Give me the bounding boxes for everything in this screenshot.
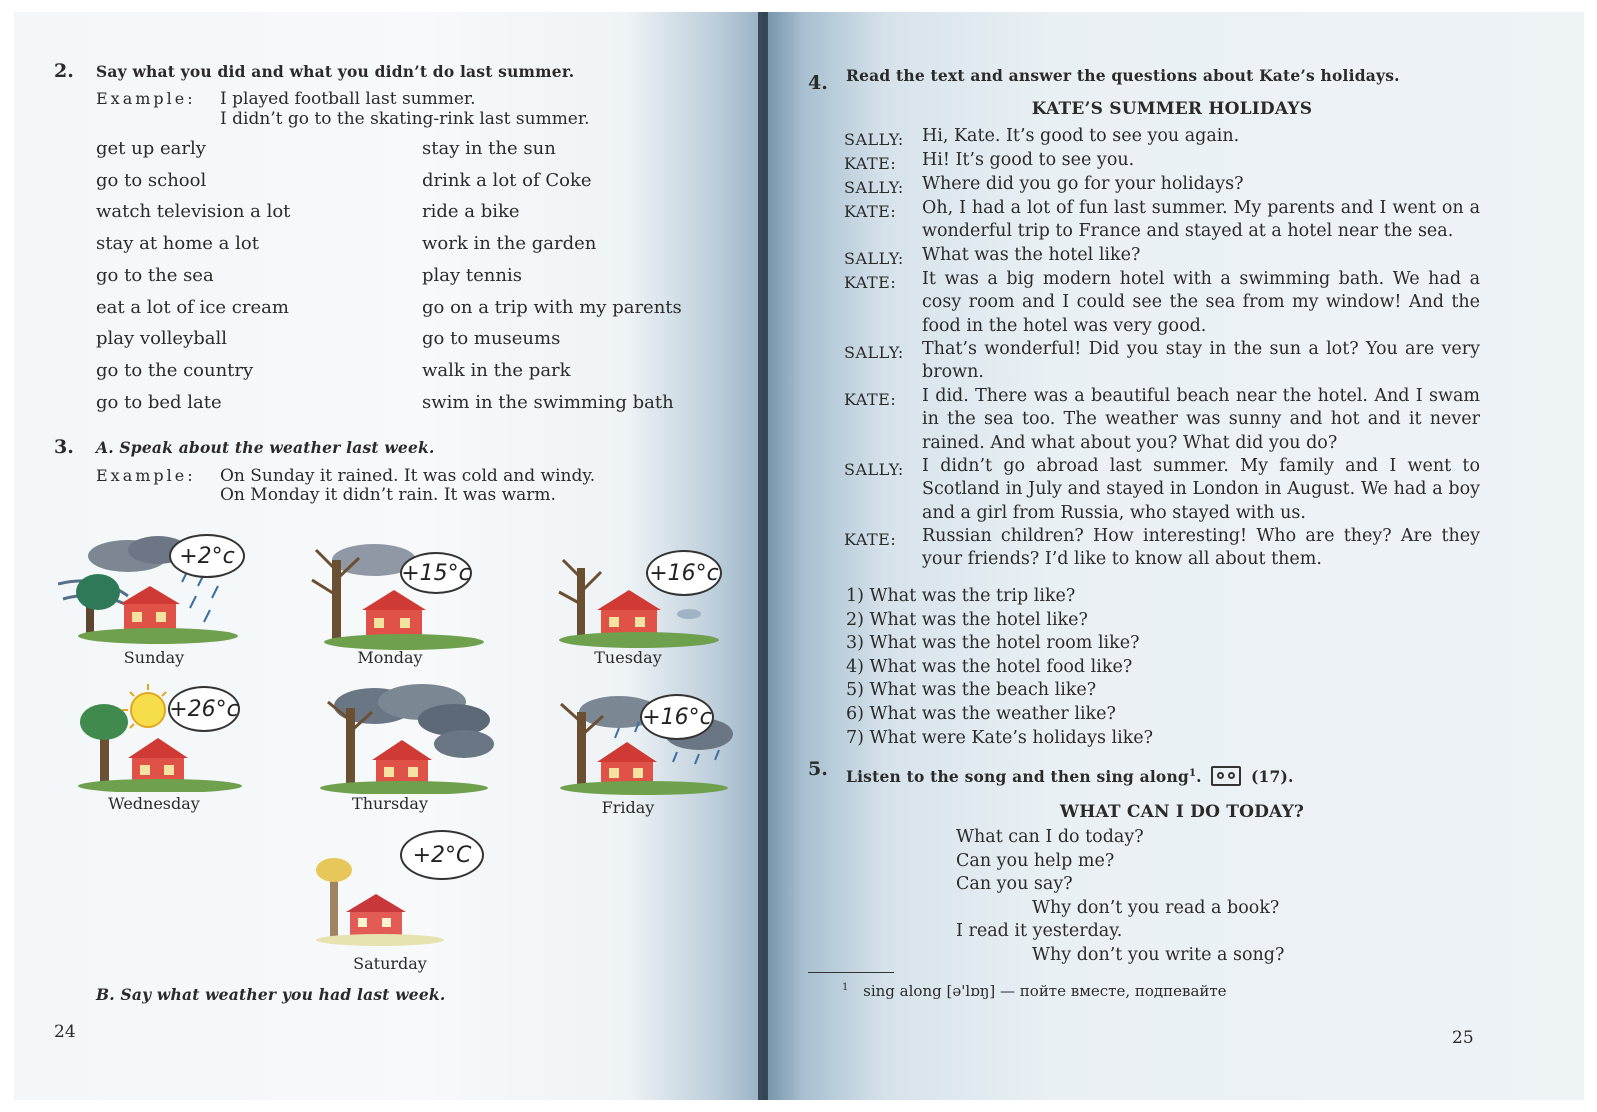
day-label: Saturday [353,954,427,973]
exercise-3-part-b: B. Say what weather you had last week. [96,985,446,1004]
song-line: Can you say? [956,874,1073,894]
temperature-bubble: +2°c [169,534,245,578]
phrase-item: go to museums [422,328,561,349]
song-line: What can I do today? [956,827,1144,847]
temperature-bubble: +26°c [168,686,240,732]
speaker-label: KATE: [844,390,897,409]
phrase-item: stay at home a lot [96,233,259,254]
footnote-divider [808,972,894,973]
speaker-label: KATE: [844,530,897,549]
page-number-left: 24 [54,1022,76,1042]
exercise-5-number: 5. [808,758,828,780]
footnote-number: 1 [842,982,849,993]
song-line: Why don’t you read a book? [1032,898,1280,918]
exercise-5-title: Listen to the song and then sing along [846,767,1189,786]
house-heavy-clouds-icon [304,684,504,794]
speaker-label: SALLY: [844,460,904,479]
speaker-label: SALLY: [844,343,904,362]
song-title: WHAT CAN I DO TODAY? [1059,802,1305,822]
dialogue-line: Hi, Kate. It’s good to see you again. [922,126,1240,146]
phrase-item: stay in the sun [422,138,556,159]
phrase-item: go to bed late [96,392,222,413]
exercise-3-part-a: A. Speak about the weather last week. [96,438,435,457]
exercise-3-number: 3. [54,436,74,458]
footnote [842,982,1227,1000]
phrase-item: drink a lot of Coke [422,170,592,191]
left-page [14,12,762,1100]
day-label: Tuesday [594,648,662,667]
day-label: Sunday [123,648,185,667]
speaker-label: SALLY: [844,249,904,268]
question-item: 4) What was the hotel food like? [846,657,1133,677]
exercise-2-example-label: Example: [96,89,196,108]
day-label: Monday [357,648,423,667]
text-title: KATE’S SUMMER HOLIDAYS [1031,99,1313,119]
exercise-5-heading: Listen to the song and then sing along$^1$. (17). [846,767,1294,786]
question-item: 3) What was the hotel room like? [846,633,1140,653]
phrase-item: get up early [96,138,206,159]
footnote-text: sing along [ə'lɒŋ] — пойте вместе, подпевайте [863,982,1227,1000]
phrase-item: swim in the swimming bath [422,392,674,413]
temperature-bubble: +15°c [400,552,472,594]
temperature-bubble: +16°c [646,550,722,596]
house-cloudy-icon [304,540,494,650]
day-label: Wednesday [108,794,200,813]
dialogue-line: I did. There was a beautiful beach near the hotel. And I swam in the sea too. The weather was sunny and hot and it never rained. And what about you? What did you do? [922,386,1480,453]
question-item: 7) What were Kate’s holidays like? [846,728,1154,748]
song-line: I read it yesterday. [956,921,1123,941]
book-spread [14,12,1584,1100]
phrase-item: play tennis [422,265,522,286]
speaker-label: KATE: [844,154,897,173]
dialogue-line: I didn’t go abroad last summer. My family and I went to Scotland in July and stayed in London in August. We had a boy and a girl from Russia, who stayed with us. [922,456,1480,523]
dialogue-line: Russian children? How interesting! Who are they? Are they your friends? I’d like to know all about them. [922,526,1480,570]
exercise-3-example-line: On Monday it didn’t rain. It was warm. [220,485,556,505]
exercise-2-title: Say what you did and what you didn’t do last summer. [96,62,575,81]
weather-illustration-thursday [304,684,504,794]
exercise-2-number: 2. [54,60,74,82]
dialogue-line: What was the hotel like? [922,245,1141,265]
weather-illustration-monday [304,540,494,650]
track-number: (17). [1250,767,1294,786]
speaker-label: SALLY: [844,178,904,197]
day-label: Friday [601,798,655,817]
question-item: 2) What was the hotel like? [846,610,1088,630]
exercise-2-example-line: I played football last summer. [220,89,476,109]
page-number-right: 25 [1452,1028,1474,1048]
song-line: Why don’t you write a song? [1032,945,1285,965]
exercise-3-example-label: Example: [96,466,196,485]
exercise-3-example-line: On Sunday it rained. It was cold and windy. [220,466,596,486]
speaker-label: SALLY: [844,130,904,149]
phrase-item: go to school [96,170,207,191]
temperature-bubble: +2°C [400,830,484,880]
exercise-2-example-line: I didn’t go to the skating-rink last summer. [220,109,590,129]
question-item: 5) What was the beach like? [846,680,1097,700]
song-line: Can you help me? [956,851,1115,871]
speaker-label: KATE: [844,273,897,292]
dialogue-line: It was a big modern hotel with a swimming bath. We had a cosy room and I could see the sea from my window! And the food in the hotel was very good. [922,269,1480,336]
phrase-item: walk in the park [422,360,571,381]
phrase-item: ride a bike [422,201,520,222]
day-label: Thursday [352,794,428,813]
dialogue-line: Hi! It’s good to see you. [922,150,1135,170]
dialogue-line: That’s wonderful! Did you stay in the sun a lot? You are very brown. [922,339,1480,383]
question-item: 1) What was the trip like? [846,586,1076,606]
phrase-item: watch television a lot [96,201,291,222]
footnote-marker: 1 [1188,767,1197,779]
exercise-4-number: 4. [808,72,828,94]
phrase-item: play volleyball [96,328,228,349]
phrase-item: eat a lot of ice cream [96,297,289,318]
phrase-item: go on a trip with my parents [422,297,682,318]
book-gutter [758,12,768,1100]
cassette-icon [1211,766,1241,786]
exercise-4-title: Read the text and answer the questions about Kate’s holidays. [846,66,1400,85]
question-item: 6) What was the weather like? [846,704,1116,724]
dialogue-line: Oh, I had a lot of fun last summer. My parents and I went on a wonderful trip to France and stayed at a hotel near the sea. [922,198,1480,242]
speaker-label: KATE: [844,202,897,221]
phrase-item: go to the sea [96,265,214,286]
phrase-item: go to the country [96,360,254,381]
phrase-item: work in the garden [422,233,597,254]
dialogue-line: Where did you go for your holidays? [922,174,1244,194]
temperature-bubble: +16°c [640,694,714,740]
right-page [762,12,1584,1100]
